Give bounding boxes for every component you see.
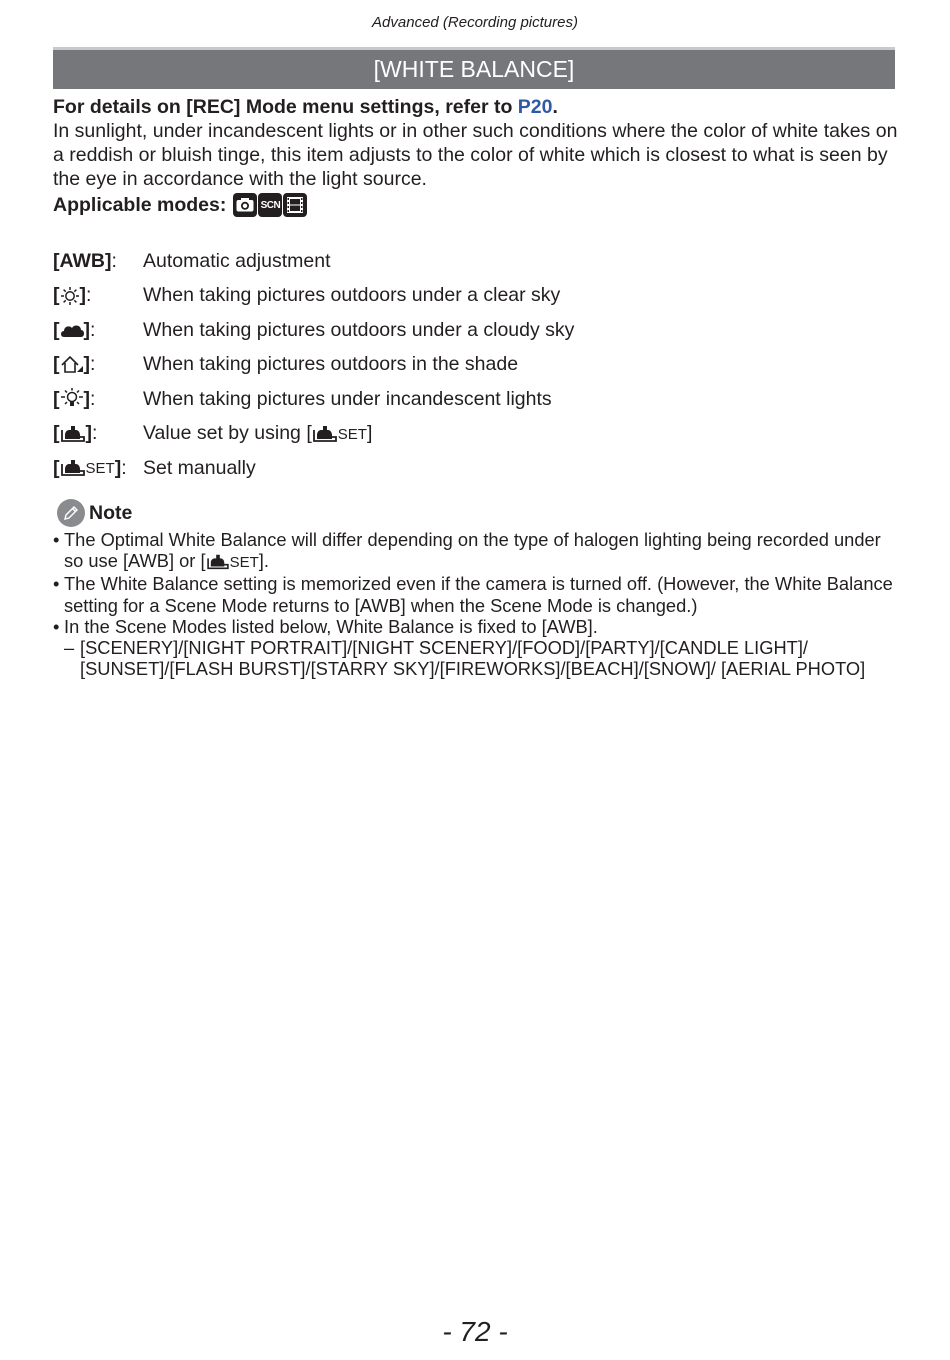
wb-description: Value set by using [ SET]	[143, 422, 373, 445]
wb-description: When taking pictures outdoors under a cloudy sky	[143, 318, 575, 341]
applicable-modes	[53, 193, 307, 217]
reference-text: For details on [REC] Mode menu settings, refer to	[53, 96, 518, 118]
movie-icon	[283, 193, 307, 217]
custom-wb-set-icon	[60, 458, 86, 478]
scene-mode-list: [SCENERY]/[NIGHT PORTRAIT]/[NIGHT SCENERY]/[FOOD]/[PARTY]/[CANDLE LIGHT]/ [SUNSET]/[FLASH BURST]/[STARRY SKY]/[FIREWORKS]/[BEACH]/[SNOW]/ [AERIAL PHOTO]	[80, 637, 866, 680]
wb-description: When taking pictures outdoors under a clear sky	[143, 284, 561, 307]
note-list	[53, 529, 898, 679]
section-header: Advanced (Recording pictures)	[372, 14, 578, 31]
note-item: • The Optimal White Balance will differ depending on the type of halogen lighting being recorded under so use [AWB] or [ SET].	[53, 529, 881, 572]
note-sub-item: – [SCENERY]/[NIGHT PORTRAIT]/[NIGHT SCENERY]/[FOOD]/[PARTY]/[CANDLE LIGHT]/ [SUNSET]/[FLASH BURST]/[STARRY SKY]/[FIREWORKS]/[BEACH]/[SNOW]/ [AERIAL PHOTO]	[53, 637, 898, 679]
bulb-icon	[60, 388, 84, 410]
intro-description: In sunlight, under incandescent lights or in other such conditions where the color of white takes on a reddish or bluish tinge, this item adjusts to the color of white which is closest to what is seen by the eye in accordance with the light source.	[53, 120, 898, 190]
custom-wb-icon	[312, 424, 338, 444]
applicable-modes-label: Applicable modes:	[53, 193, 227, 216]
note-item: • In the Scene Modes listed below, White Balance is fixed to [AWB].	[53, 615, 598, 637]
cloud-icon	[60, 321, 84, 339]
intro-block	[53, 95, 898, 191]
wb-setting-sunny: [ ] : When taking pictures outdoors under a clear sky	[53, 279, 853, 314]
wb-description: Set manually	[143, 456, 256, 479]
wb-setting-shade: [ ] : When taking pictures outdoors in the shade	[53, 348, 853, 383]
page-number: - 72 -	[442, 1316, 508, 1347]
wb-description: Automatic adjustment	[143, 249, 331, 272]
scn-icon: SCN	[258, 193, 282, 217]
set-label: SET	[229, 554, 259, 572]
set-label: SET	[85, 459, 115, 477]
note-heading	[57, 499, 132, 527]
custom-wb-icon	[60, 424, 86, 444]
wb-description: When taking pictures outdoors in the shade	[143, 353, 519, 376]
pencil-icon	[57, 499, 85, 527]
wb-setting-cloudy: [ ] : When taking pictures outdoors under a cloudy sky	[53, 313, 853, 348]
set-label: SET	[337, 426, 367, 444]
wb-setting-awb	[53, 244, 853, 279]
camera-icon	[233, 193, 257, 217]
shade-icon	[60, 355, 84, 375]
reference-period: .	[552, 96, 558, 118]
awb-label: AWB	[59, 249, 105, 272]
wb-setting-incandescent: [ ] : When taking pictures under incandescent lights	[53, 382, 853, 417]
reference-line	[53, 95, 898, 119]
page-title: [WHITE BALANCE]	[53, 47, 895, 89]
sun-icon	[60, 286, 80, 306]
wb-key-awb: [ AWB ] :	[53, 249, 117, 272]
wb-setting-manual: [ SET ] : Set manually	[53, 451, 853, 486]
wb-setting-custom: [ ] : Value set by using [ SET]	[53, 417, 853, 452]
custom-wb-icon	[206, 553, 230, 571]
page-reference-link[interactable]: P20	[517, 96, 553, 118]
note-label: Note	[89, 501, 133, 524]
note-item: • The White Balance setting is memorized even if the camera is turned off. (However, the White Balance setting for a Scene Mode returns to [AWB] when the Scene Mode is changed.)	[53, 573, 893, 616]
wb-description: When taking pictures under incandescent lights	[143, 387, 552, 410]
white-balance-settings-list	[53, 244, 853, 486]
